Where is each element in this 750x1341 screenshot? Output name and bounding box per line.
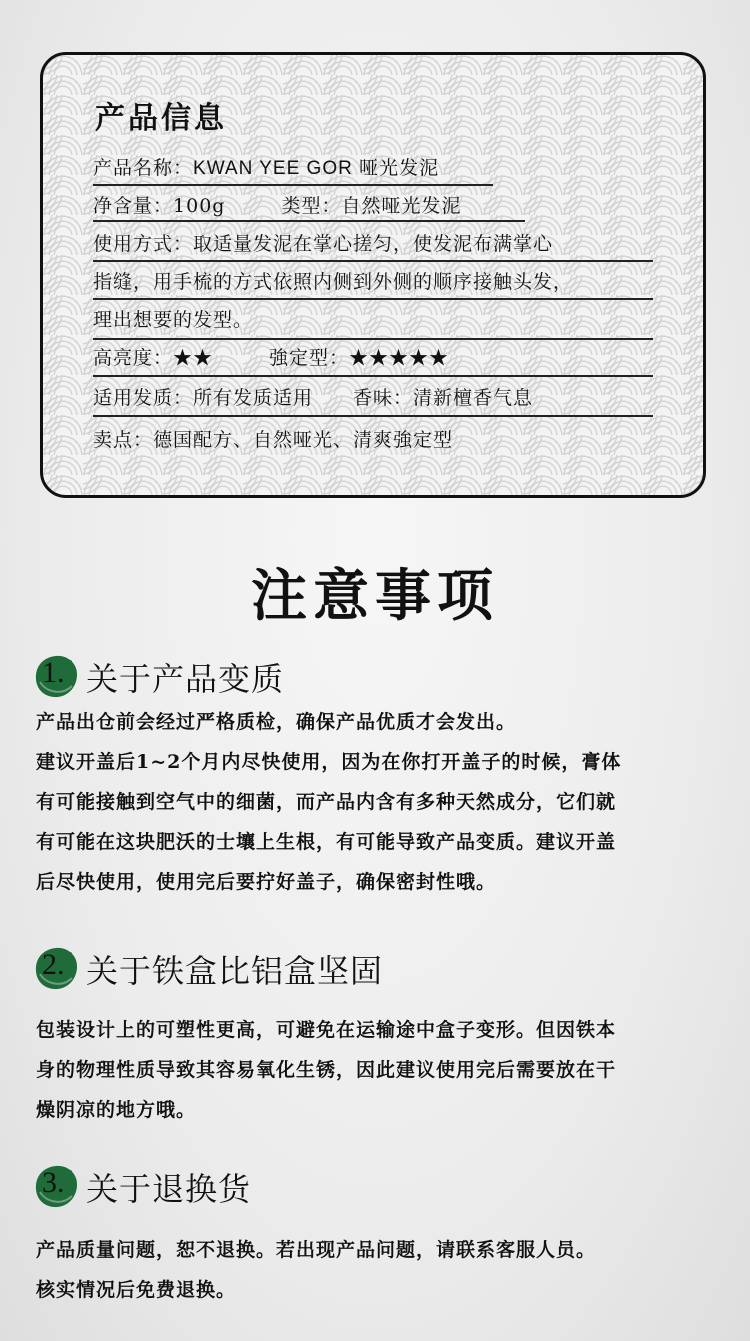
shine-stars: ★★: [173, 347, 214, 369]
section-2-body: [36, 1010, 726, 1130]
divider: [93, 415, 653, 417]
rating-row: [93, 345, 449, 371]
divider: [93, 375, 653, 377]
text-line: 后尽快使用，使用完后要拧好盖子，确保密封性哦。: [36, 871, 497, 893]
weight-label: 净含量：: [93, 195, 174, 217]
text-line: 包装设计上的可塑性更高，可避免在运输途中盒子变形。但因铁本: [36, 1019, 617, 1041]
divider: [93, 338, 653, 340]
divider: [93, 220, 525, 222]
divider: [93, 184, 493, 186]
section-1-body: [36, 702, 726, 902]
section-title: 关于退换货: [86, 1170, 252, 1208]
text-line: 有可能接触到空气中的细菌，而产品内含有多种天然成分，它们就: [36, 791, 617, 813]
section-3-body: [36, 1230, 726, 1310]
usage-line-3: 理出想要的发型。: [93, 309, 254, 331]
text-line: 产品出仓前会经过严格质检，确保产品优质才会发出。: [36, 711, 517, 733]
scent-label: 香味：: [353, 387, 414, 409]
divider: [93, 298, 653, 300]
product-name-row: [93, 155, 439, 182]
type-value: 自然哑光发泥: [341, 195, 462, 217]
section-number: 2.: [42, 948, 65, 981]
product-name-label: 产品名称：: [93, 157, 194, 179]
section-number: 3.: [42, 1166, 65, 1199]
product-info-card: [40, 52, 706, 498]
notice-title: 注意事项: [251, 563, 499, 629]
product-info-title: 产品信息: [95, 101, 227, 136]
text-line: 核实情况后免费退换。: [36, 1279, 237, 1301]
selling-label: 卖点：: [93, 429, 154, 451]
shine-label: 高亮度：: [93, 347, 174, 369]
section-number: 1.: [42, 656, 65, 689]
usage-line-2: 指缝，用手梳的方式依照内侧到外侧的顺序接触头发，: [93, 271, 574, 293]
scent-value: 清新檀香气息: [413, 387, 534, 409]
usage-line-1: 使用方式：取适量发泥在掌心搓匀，使发泥布满掌心: [93, 233, 554, 255]
product-name-value: KWAN YEE GOR 哑光发泥: [193, 158, 440, 179]
hold-stars: ★★★★★: [349, 347, 450, 369]
text-line: 有可能在这块肥沃的士壤上生根，有可能导致产品变质。建议开盖: [36, 831, 617, 853]
text-line: 建议开盖后1~2个月内尽快使用，因为在你打开盖子的时候，膏体: [36, 751, 622, 773]
selling-points-row: [93, 427, 453, 453]
hair-type-label: 适用发质：: [93, 387, 194, 409]
hair-scent-row: [93, 385, 533, 411]
section-title: 关于铁盒比铝盒坚固: [86, 952, 384, 990]
text-line: 身的物理性质导致其容易氧化生锈，因此建议使用完后需要放在干: [36, 1059, 617, 1081]
divider: [93, 260, 653, 262]
text-line: 产品质量问题，恕不退换。若出现产品问题，请联系客服人员。: [36, 1239, 597, 1261]
weight-type-row: [93, 193, 461, 219]
weight-value: 100g: [173, 195, 226, 217]
hold-label: 強定型：: [269, 347, 350, 369]
text-line: 燥阴凉的地方哦。: [36, 1099, 197, 1121]
type-label: 类型：: [281, 195, 342, 217]
section-title: 关于产品变质: [86, 660, 285, 698]
hair-type-value: 所有发质适用: [193, 387, 314, 409]
selling-value: 德国配方、自然哑光、清爽強定型: [153, 429, 454, 451]
